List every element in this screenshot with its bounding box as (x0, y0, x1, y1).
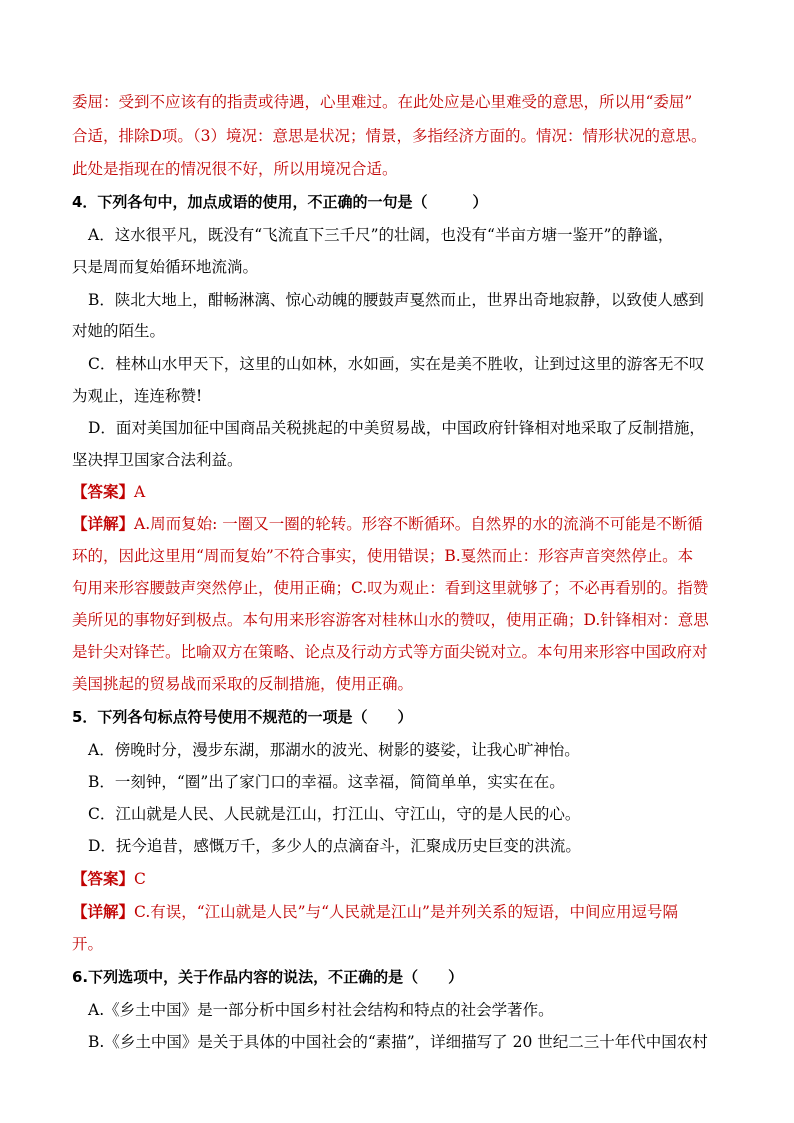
question-5-title: 5．下列各句标点符号使用不规范的一项是（ ） (72, 708, 413, 726)
detail-text: 是针尖对锋芒。比喻双方在策略、论点及行动方式等方面尖锐对立。本句用来形容中国政府对 (72, 643, 708, 661)
q4-option-a: 只是周而复始循环地流淌。 (72, 258, 259, 276)
q4-option-c: 为观止，连连称赞! (72, 387, 203, 405)
detail-text: 美所见的事物好到极点。本句用来形容游客对桂林山水的赞叹，使用正确；D.针锋相对：意思 (72, 611, 709, 629)
answer-value: C (134, 870, 146, 888)
question-4-title: 4．下列各句中，加点成语的使用，不正确的一句是（ ） (72, 193, 488, 211)
detail-text: 美国挑起的贸易战而采取的反制措施，使用正确。 (72, 675, 414, 693)
q5-option-b: B．一刻钟，“圈”出了家门口的幸福。这幸福，简简单单，实实在在。 (88, 773, 565, 791)
q5-option-c: C．江山就是人民、人民就是江山，打江山、守江山，守的是人民的心。 (88, 805, 581, 823)
q4-option-b: B．陕北大地上，酣畅淋漓、惊心动魄的腰鼓声戛然而止，世界出奇地寂静，以致使人感到 (88, 291, 704, 309)
answer-value: A (134, 483, 146, 501)
q5-detail (72, 902, 678, 922)
question-6-title: 6.下列选项中，关于作品内容的说法，不正确的是（ ） (72, 968, 464, 986)
detail-text: 开。 (72, 935, 104, 953)
q5-option-a: A．傍晚时分，漫步东湖，那湖水的波光、树影的婆娑，让我心旷神怡。 (88, 741, 580, 759)
detail-text: 环的，因此这里用“周而复始”不符合事实，使用错误；B.戛然而止：形容声音突然停止。本 (72, 547, 694, 565)
q6-option-a: A.《乡土中国》是一部分析中国乡村社会结构和特点的社会学著作。 (88, 1001, 554, 1019)
q4-option-a: A．这水很平凡，既没有“飞流直下三千尺”的壮阔，也没有“半亩方塘一鉴开”的静谧， (88, 226, 674, 244)
detail-label: 【详解】 (72, 515, 135, 533)
answer-label: 【答案】 (72, 870, 135, 888)
answer-label: 【答案】 (72, 483, 135, 501)
q4-option-c: C．桂林山水甲天下，这里的山如林，水如画，实在是美不胜收，让到过这里的游客无不叹 (88, 355, 705, 373)
detail-text: A.周而复始: 一圈又一圈的轮转。形容不断循环。自然界的水的流淌不可能是不断循 (134, 515, 703, 533)
q5-option-d: D．抚今追昔，感慨万千，多少人的点滴奋斗，汇聚成历史巨变的洪流。 (88, 837, 581, 855)
explanation-text: 此处是指现在的情况很不好，所以用境况合适。 (72, 160, 398, 178)
q4-option-d: D．面对美国加征中国商品关税挑起的中美贸易战，中国政府针锋相对地采取了反制措施， (88, 419, 705, 437)
q5-answer (72, 869, 146, 889)
q4-option-d: 坚决捍卫国家合法利益。 (72, 451, 243, 469)
detail-text: 句用来形容腰鼓声突然停止，使用正确；C.叹为观止：看到这里就够了；不必再看别的。指赞 (72, 579, 709, 597)
explanation-text: 委屈：受到不应该有的指责或待遇，心里难过。在此处应是心里难受的意思，所以用“委屈” (72, 93, 693, 111)
detail-label: 【详解】 (72, 903, 135, 921)
q4-detail (72, 514, 703, 534)
explanation-text: 合适，排除D项。（3）境况：意思是状况；情景，多指经济方面的。情况：情形状况的意思。 (72, 127, 707, 145)
q6-option-b: B.《乡土中国》是关于具体的中国社会的“素描”，详细描写了 20 世纪二三十年代中国农村 (88, 1033, 708, 1051)
detail-text: C.有误，“江山就是人民”与“人民就是江山”是并列关系的短语，中间应用逗号隔 (134, 903, 678, 921)
q4-answer (72, 482, 145, 502)
q4-option-b: 对她的陌生。 (72, 322, 166, 340)
